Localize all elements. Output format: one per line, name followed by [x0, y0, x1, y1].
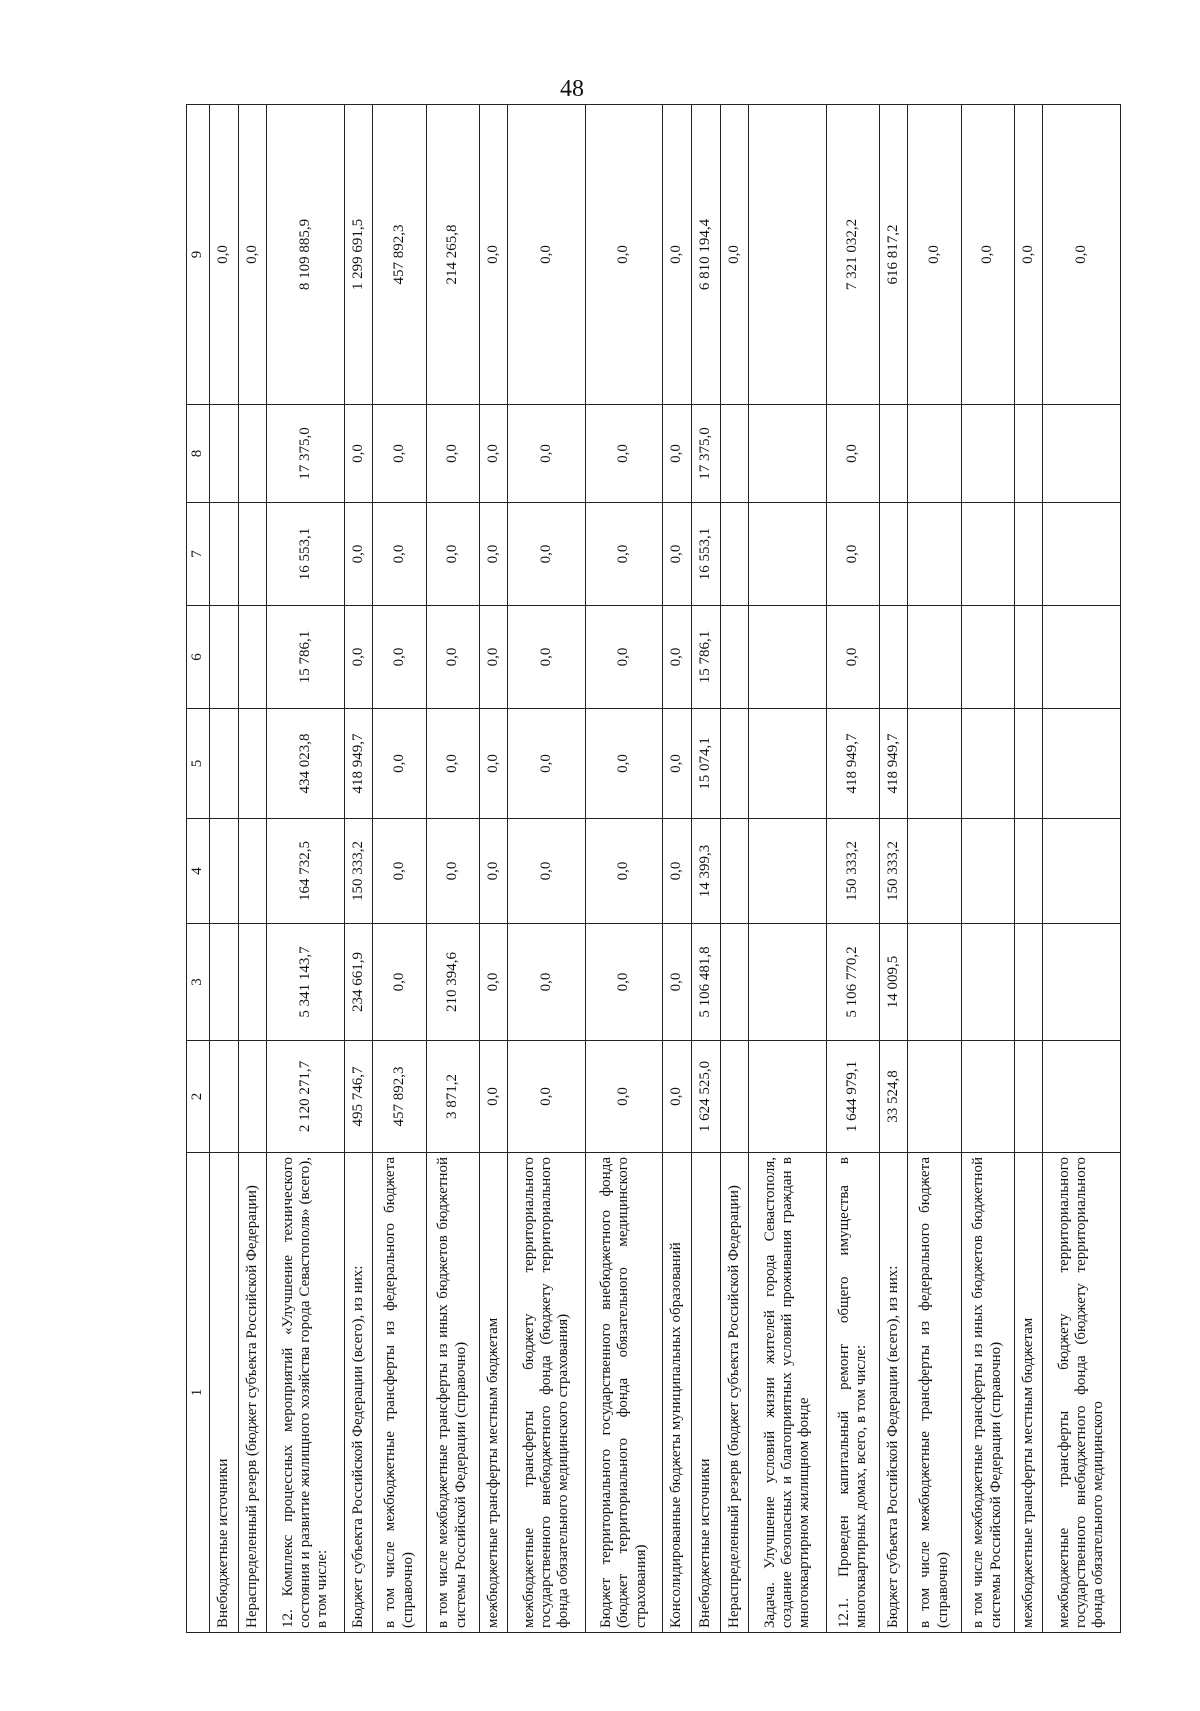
- table-cell: 616 817,2: [879, 105, 908, 405]
- table-cell: 0,0: [479, 503, 508, 606]
- row-label: Нераспределенный резерв (бюджет субъекта Российской Федерации): [720, 1153, 749, 1633]
- table-cell: 5 106 770,2: [826, 924, 879, 1041]
- table-cell: [908, 1041, 961, 1153]
- rotated-table: [186, 105, 1121, 1633]
- table-cell: 0,0: [663, 606, 692, 709]
- table-cell: 0,0: [508, 405, 586, 503]
- column-header: 5: [187, 709, 210, 819]
- table-cell: 2 120 271,7: [267, 1041, 345, 1153]
- table-cell: [210, 709, 239, 819]
- table-cell: 0,0: [826, 405, 879, 503]
- table-cell: [720, 405, 749, 503]
- table-cell: 0,0: [210, 105, 239, 405]
- table-cell: 150 333,2: [826, 819, 879, 924]
- table-cell: [238, 819, 267, 924]
- column-header: 3: [187, 924, 210, 1041]
- table-cell: [908, 503, 961, 606]
- column-header: 4: [187, 819, 210, 924]
- table-row: [238, 105, 267, 1633]
- table-cell: [720, 606, 749, 709]
- table-cell: 0,0: [585, 819, 663, 924]
- table-cell: [749, 709, 827, 819]
- budget-table: [186, 104, 1121, 1633]
- table-body: [210, 105, 1121, 1633]
- table-cell: [879, 405, 908, 503]
- table-cell: 16 553,1: [267, 503, 345, 606]
- table-cell: 7 321 032,2: [826, 105, 879, 405]
- table-cell: [961, 405, 1014, 503]
- table-cell: 0,0: [720, 105, 749, 405]
- table-cell: 0,0: [479, 924, 508, 1041]
- table-cell: [1014, 503, 1043, 606]
- table-cell: [1043, 1041, 1121, 1153]
- table-cell: [749, 1041, 827, 1153]
- table-row: [585, 105, 663, 1633]
- table-cell: 0,0: [585, 606, 663, 709]
- table-cell: 418 949,7: [879, 709, 908, 819]
- table-cell: 150 333,2: [879, 819, 908, 924]
- table-cell: 457 892,3: [373, 105, 426, 405]
- table-cell: [238, 405, 267, 503]
- page-number: 48: [560, 76, 584, 102]
- table-cell: 0,0: [508, 606, 586, 709]
- table-row: [1014, 105, 1043, 1633]
- table-cell: 0,0: [479, 606, 508, 709]
- table-cell: [961, 503, 1014, 606]
- table-cell: [961, 606, 1014, 709]
- table-cell: [908, 709, 961, 819]
- table-cell: 418 949,7: [826, 709, 879, 819]
- table-cell: 0,0: [663, 1041, 692, 1153]
- row-label: в том числе межбюджетные трансферты из иных бюджетов бюджетной системы Российской Федерации (справочно): [426, 1153, 479, 1633]
- table-cell: 0,0: [373, 606, 426, 709]
- table-cell: 0,0: [508, 105, 586, 405]
- rotated-table-container: [186, 105, 1121, 1633]
- table-cell: 0,0: [663, 924, 692, 1041]
- table-cell: 0,0: [373, 709, 426, 819]
- table-cell: 418 949,7: [344, 709, 373, 819]
- table-cell: 0,0: [238, 105, 267, 405]
- table-cell: [1014, 1041, 1043, 1153]
- column-header: 9: [187, 105, 210, 405]
- table-cell: 0,0: [373, 819, 426, 924]
- table-cell: 14 009,5: [879, 924, 908, 1041]
- row-label: в том числе межбюджетные трансферты из федерального бюджета (справочно): [908, 1153, 961, 1633]
- table-cell: 0,0: [961, 105, 1014, 405]
- table-cell: 0,0: [479, 1041, 508, 1153]
- table-cell: [908, 924, 961, 1041]
- table-cell: [961, 924, 1014, 1041]
- table-cell: 434 023,8: [267, 709, 345, 819]
- table-cell: [749, 606, 827, 709]
- table-cell: 0,0: [426, 405, 479, 503]
- table-cell: 234 661,9: [344, 924, 373, 1041]
- row-label: межбюджетные трансферты местным бюджетам: [1014, 1153, 1043, 1633]
- table-cell: 0,0: [508, 709, 586, 819]
- table-cell: 0,0: [663, 709, 692, 819]
- table-row: [691, 105, 720, 1633]
- table-cell: [1043, 503, 1121, 606]
- table-cell: 1 624 525,0: [691, 1041, 720, 1153]
- table-cell: 0,0: [585, 105, 663, 405]
- row-label: в том числе межбюджетные трансферты из иных бюджетов бюджетной системы Российской Федерации (справочно): [961, 1153, 1014, 1633]
- table-cell: [720, 924, 749, 1041]
- row-label: межбюджетные трансферты местным бюджетам: [479, 1153, 508, 1633]
- row-label: Консолидированные бюджеты муниципальных образований: [663, 1153, 692, 1633]
- table-cell: 33 524,8: [879, 1041, 908, 1153]
- table-cell: 17 375,0: [691, 405, 720, 503]
- table-cell: [749, 819, 827, 924]
- table-cell: [749, 924, 827, 1041]
- table-cell: [238, 503, 267, 606]
- table-row: [749, 105, 827, 1633]
- table-cell: [720, 503, 749, 606]
- table-cell: [238, 606, 267, 709]
- table-header-row: [187, 105, 210, 1633]
- table-cell: 6 810 194,4: [691, 105, 720, 405]
- table-cell: 15 786,1: [267, 606, 345, 709]
- row-label: межбюджетные трансферты бюджету территориального государственного внебюджетного фонда (бюджету территориального фонда обязательного медицинского страхования): [508, 1153, 586, 1633]
- table-cell: [1014, 924, 1043, 1041]
- table-cell: 0,0: [479, 709, 508, 819]
- table-cell: 0,0: [344, 606, 373, 709]
- table-cell: [879, 503, 908, 606]
- table-cell: [1014, 606, 1043, 709]
- table-row: [1043, 105, 1121, 1633]
- table-cell: 0,0: [479, 405, 508, 503]
- table-row: [508, 105, 586, 1633]
- table-cell: [210, 606, 239, 709]
- row-label: 12.1. Проведен капитальный ремонт общего имущества в многоквартирных домах, всего, в том числе:: [826, 1153, 879, 1633]
- table-cell: [908, 819, 961, 924]
- table-cell: [238, 924, 267, 1041]
- table-cell: [210, 405, 239, 503]
- table-cell: 15 786,1: [691, 606, 720, 709]
- table-row: [826, 105, 879, 1633]
- table-cell: 0,0: [585, 405, 663, 503]
- table-cell: 0,0: [585, 924, 663, 1041]
- table-cell: [1014, 405, 1043, 503]
- row-label: Внебюджетные источники: [210, 1153, 239, 1633]
- table-cell: [1043, 819, 1121, 924]
- row-label: Бюджет территориального государственного внебюджетного фонда (бюджет территориального фонда обязательного медицинского страхования): [585, 1153, 663, 1633]
- table-cell: [238, 709, 267, 819]
- table-cell: 0,0: [373, 405, 426, 503]
- table-cell: 0,0: [585, 1041, 663, 1153]
- table-cell: 495 746,7: [344, 1041, 373, 1153]
- table-cell: [749, 405, 827, 503]
- table-cell: 0,0: [826, 503, 879, 606]
- table-row: [720, 105, 749, 1633]
- table-cell: 0,0: [508, 503, 586, 606]
- row-label: 12. Комплекс процессных мероприятий «Улучшение технического состояния и развитие жилищного хозяйства города Севастополя» (всего), в том числе:: [267, 1153, 345, 1633]
- table-cell: 0,0: [373, 924, 426, 1041]
- table-cell: 164 732,5: [267, 819, 345, 924]
- table-cell: 214 265,8: [426, 105, 479, 405]
- row-label: Бюджет субъекта Российской Федерации (всего), из них:: [344, 1153, 373, 1633]
- table-cell: 0,0: [663, 405, 692, 503]
- table-cell: 0,0: [585, 503, 663, 606]
- table-cell: 16 553,1: [691, 503, 720, 606]
- table-cell: 0,0: [426, 503, 479, 606]
- table-cell: 8 109 885,9: [267, 105, 345, 405]
- table-cell: [749, 105, 827, 405]
- table-cell: [720, 819, 749, 924]
- table-row: [879, 105, 908, 1633]
- table-row: [373, 105, 426, 1633]
- table-cell: 150 333,2: [344, 819, 373, 924]
- table-cell: [720, 709, 749, 819]
- table-cell: 0,0: [585, 709, 663, 819]
- table-cell: 3 871,2: [426, 1041, 479, 1153]
- table-cell: [961, 819, 1014, 924]
- table-cell: 0,0: [508, 819, 586, 924]
- table-cell: [961, 1041, 1014, 1153]
- row-label: Нераспределенный резерв (бюджет субъекта Российской Федерации): [238, 1153, 267, 1633]
- table-cell: 0,0: [426, 709, 479, 819]
- table-cell: 0,0: [426, 819, 479, 924]
- table-cell: 0,0: [479, 819, 508, 924]
- row-label: в том числе межбюджетные трансферты из федерального бюджета (справочно): [373, 1153, 426, 1633]
- row-label: Бюджет субъекта Российской Федерации (всего), из них:: [879, 1153, 908, 1633]
- table-cell: 0,0: [908, 105, 961, 405]
- table-cell: [210, 1041, 239, 1153]
- table-cell: [210, 819, 239, 924]
- table-cell: [1043, 405, 1121, 503]
- table-cell: 0,0: [663, 105, 692, 405]
- table-cell: [1043, 709, 1121, 819]
- table-cell: [210, 503, 239, 606]
- table-cell: [961, 709, 1014, 819]
- table-cell: 0,0: [508, 1041, 586, 1153]
- table-cell: 5 341 143,7: [267, 924, 345, 1041]
- table-cell: 17 375,0: [267, 405, 345, 503]
- table-cell: 5 106 481,8: [691, 924, 720, 1041]
- table-cell: 1 644 979,1: [826, 1041, 879, 1153]
- table-cell: 0,0: [344, 503, 373, 606]
- table-cell: 0,0: [479, 105, 508, 405]
- table-cell: [1043, 606, 1121, 709]
- table-cell: 0,0: [373, 503, 426, 606]
- table-cell: [1014, 709, 1043, 819]
- table-cell: 0,0: [1043, 105, 1121, 405]
- table-cell: 14 399,3: [691, 819, 720, 924]
- column-header: 8: [187, 405, 210, 503]
- table-cell: [1014, 819, 1043, 924]
- table-row: [210, 105, 239, 1633]
- row-label: межбюджетные трансферты бюджету территориального государственного внебюджетного фонда (бюджету территориального фонда обязательного медицинского: [1043, 1153, 1121, 1633]
- column-header: 7: [187, 503, 210, 606]
- table-cell: [749, 503, 827, 606]
- table-cell: 0,0: [1014, 105, 1043, 405]
- column-header: 6: [187, 606, 210, 709]
- row-label: Задача. Улучшение условий жизни жителей города Севастополя, создание безопасных и благоприятных условий проживания граждан в многоквартирном жилищном фонде: [749, 1153, 827, 1633]
- table-cell: 15 074,1: [691, 709, 720, 819]
- table-cell: [908, 606, 961, 709]
- table-cell: 0,0: [663, 503, 692, 606]
- table-cell: 0,0: [663, 819, 692, 924]
- table-row: [344, 105, 373, 1633]
- table-cell: 1 299 691,5: [344, 105, 373, 405]
- table-cell: 457 892,3: [373, 1041, 426, 1153]
- table-cell: [1043, 924, 1121, 1041]
- table-row: [267, 105, 345, 1633]
- table-cell: [720, 1041, 749, 1153]
- table-cell: 0,0: [426, 606, 479, 709]
- table-cell: 0,0: [344, 405, 373, 503]
- table-row: [961, 105, 1014, 1633]
- table-row: [663, 105, 692, 1633]
- table-cell: 0,0: [508, 924, 586, 1041]
- table-cell: 210 394,6: [426, 924, 479, 1041]
- table-cell: [238, 1041, 267, 1153]
- table-cell: [908, 405, 961, 503]
- column-header: 2: [187, 1041, 210, 1153]
- row-label: Внебюджетные источники: [691, 1153, 720, 1633]
- table-cell: [210, 924, 239, 1041]
- table-cell: 0,0: [826, 606, 879, 709]
- table-cell: [879, 606, 908, 709]
- table-row: [908, 105, 961, 1633]
- table-row: [479, 105, 508, 1633]
- column-header: 1: [187, 1153, 210, 1633]
- table-row: [426, 105, 479, 1633]
